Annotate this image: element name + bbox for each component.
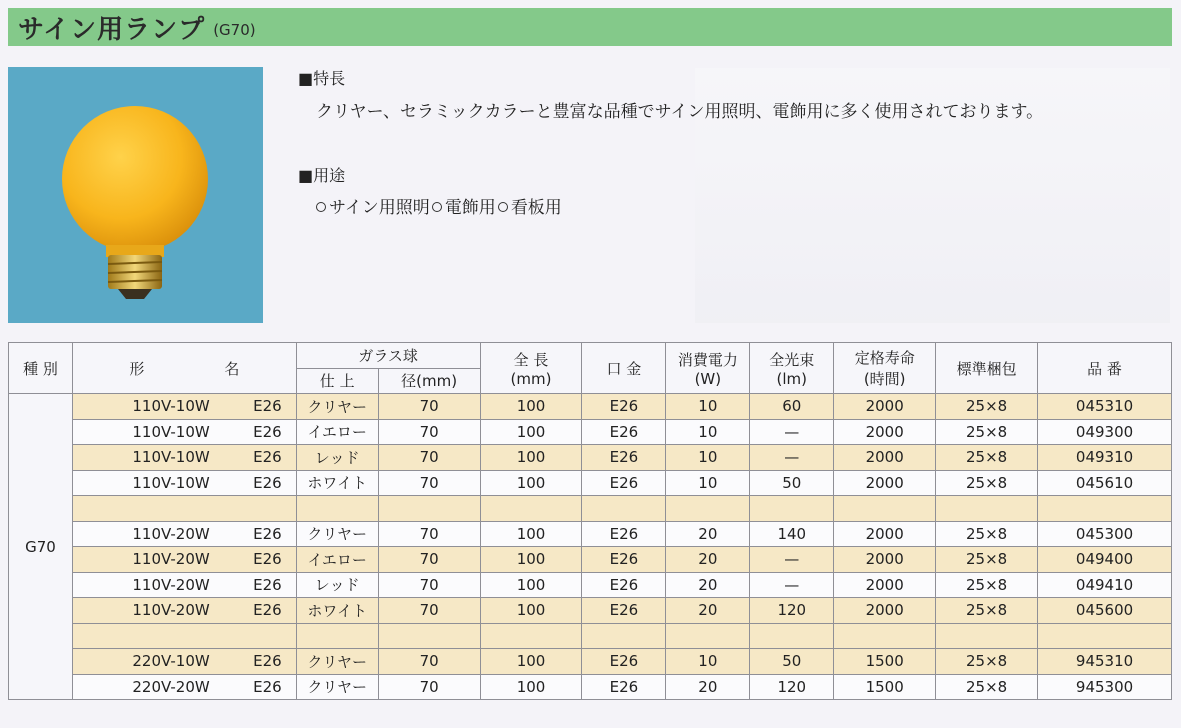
base-cell: E26 <box>582 547 666 573</box>
power-cell: 10 <box>666 649 750 675</box>
spacer-cell <box>378 623 480 649</box>
model-base-tag: E26 <box>253 575 282 594</box>
pack-cell: 25×8 <box>936 394 1038 420</box>
header-code: 品 番 <box>1038 343 1172 394</box>
table-row <box>9 445 1172 471</box>
finish-cell: クリヤー <box>296 521 378 547</box>
page-subtitle: (G70) <box>213 21 256 39</box>
model-base-tag: E26 <box>253 550 282 569</box>
model-base-tag: E26 <box>253 422 282 441</box>
model-name: 110V-20W <box>132 601 210 620</box>
spacer-row <box>9 623 1172 649</box>
header-diameter: 径(mm) <box>378 368 480 394</box>
spacer-cell <box>936 496 1038 522</box>
spacer-cell <box>750 623 834 649</box>
model-base-tag: E26 <box>253 397 282 416</box>
use-item: 看板用 <box>498 193 562 218</box>
code-cell: 945300 <box>1038 674 1172 700</box>
title-bar <box>8 8 1172 46</box>
pack-cell: 25×8 <box>936 598 1038 624</box>
power-cell: 20 <box>666 598 750 624</box>
header-base: 口 金 <box>582 343 666 394</box>
life-cell: 1500 <box>834 674 936 700</box>
spacer-cell <box>666 623 750 649</box>
header-length: 全 長 (mm) <box>480 343 582 394</box>
flux-cell: 50 <box>750 470 834 496</box>
model-cell <box>72 470 296 496</box>
finish-cell: ホワイト <box>296 598 378 624</box>
pack-cell: 25×8 <box>936 674 1038 700</box>
model-name: 110V-20W <box>132 550 210 569</box>
table-row <box>9 547 1172 573</box>
spacer-cell <box>834 623 936 649</box>
header-glass: ガラス球 <box>296 343 480 369</box>
spacer-cell <box>1038 496 1172 522</box>
life-cell: 2000 <box>834 547 936 573</box>
power-cell: 20 <box>666 572 750 598</box>
diameter-cell: 70 <box>378 572 480 598</box>
model-name: 220V-10W <box>132 652 210 671</box>
spacer-row <box>9 496 1172 522</box>
base-cell: E26 <box>582 419 666 445</box>
model-cell <box>72 572 296 598</box>
length-cell: 100 <box>480 470 582 496</box>
spacer-cell <box>378 496 480 522</box>
model-name: 220V-20W <box>132 677 210 696</box>
header-pack: 標準梱包 <box>936 343 1038 394</box>
base-cell: E26 <box>582 521 666 547</box>
model-name: 110V-10W <box>132 448 210 467</box>
power-cell: 10 <box>666 470 750 496</box>
model-name: 110V-10W <box>132 397 210 416</box>
table-row <box>9 572 1172 598</box>
finish-cell: クリヤー <box>296 649 378 675</box>
table-body <box>9 394 1172 700</box>
power-cell: 20 <box>666 521 750 547</box>
flux-cell: — <box>750 572 834 598</box>
model-cell <box>72 445 296 471</box>
diameter-cell: 70 <box>378 674 480 700</box>
spacer-cell <box>72 496 296 522</box>
diameter-cell: 70 <box>378 445 480 471</box>
length-cell: 100 <box>480 547 582 573</box>
code-cell: 945310 <box>1038 649 1172 675</box>
features-heading: ■特長 <box>298 69 346 88</box>
features-text: クリヤー、セラミックカラーと豊富な品種でサイン用照明、電飾用に多く使用されております。 <box>316 102 1044 122</box>
pack-cell: 25×8 <box>936 445 1038 471</box>
model-cell <box>72 521 296 547</box>
diameter-cell: 70 <box>378 547 480 573</box>
code-cell: 045310 <box>1038 394 1172 420</box>
spacer-cell <box>936 623 1038 649</box>
length-cell: 100 <box>480 649 582 675</box>
spec-table <box>8 342 1172 700</box>
power-cell: 10 <box>666 419 750 445</box>
circle-icon <box>316 202 326 212</box>
diameter-cell: 70 <box>378 394 480 420</box>
base-cell: E26 <box>582 470 666 496</box>
model-cell <box>72 419 296 445</box>
spacer-cell <box>72 623 296 649</box>
circle-icon <box>498 202 508 212</box>
page-title: サイン用ランプ <box>18 14 206 45</box>
code-cell: 049300 <box>1038 419 1172 445</box>
code-cell: 045600 <box>1038 598 1172 624</box>
length-cell: 100 <box>480 572 582 598</box>
pack-cell: 25×8 <box>936 547 1038 573</box>
base-cell: E26 <box>582 394 666 420</box>
power-cell: 20 <box>666 674 750 700</box>
model-base-tag: E26 <box>253 524 282 543</box>
base-cell: E26 <box>582 598 666 624</box>
spacer-cell <box>480 623 582 649</box>
spacer-cell <box>1038 623 1172 649</box>
model-base-tag: E26 <box>253 652 282 671</box>
finish-cell: レッド <box>296 445 378 471</box>
base-cell: E26 <box>582 674 666 700</box>
life-cell: 2000 <box>834 445 936 471</box>
length-cell: 100 <box>480 598 582 624</box>
pack-cell: 25×8 <box>936 649 1038 675</box>
use-item: サイン用照明 <box>316 193 430 218</box>
model-cell <box>72 598 296 624</box>
header-model: 形 名 <box>72 343 296 394</box>
table-row <box>9 394 1172 420</box>
diameter-cell: 70 <box>378 419 480 445</box>
power-cell: 10 <box>666 445 750 471</box>
pack-cell: 25×8 <box>936 521 1038 547</box>
life-cell: 2000 <box>834 394 936 420</box>
model-name: 110V-20W <box>132 575 210 594</box>
model-base-tag: E26 <box>253 473 282 492</box>
model-cell <box>72 394 296 420</box>
model-base-tag: E26 <box>253 448 282 467</box>
model-cell <box>72 674 296 700</box>
product-photo <box>8 67 263 323</box>
pack-cell: 25×8 <box>936 572 1038 598</box>
code-cell: 049410 <box>1038 572 1172 598</box>
flux-cell: 120 <box>750 598 834 624</box>
model-name: 110V-20W <box>132 524 210 543</box>
base-cell: E26 <box>582 572 666 598</box>
finish-cell: レッド <box>296 572 378 598</box>
life-cell: 2000 <box>834 419 936 445</box>
length-cell: 100 <box>480 394 582 420</box>
spacer-cell <box>666 496 750 522</box>
code-cell: 045300 <box>1038 521 1172 547</box>
use-item: 電飾用 <box>432 193 496 218</box>
table-row <box>9 649 1172 675</box>
flux-cell: 60 <box>750 394 834 420</box>
model-cell <box>72 547 296 573</box>
flux-cell: — <box>750 445 834 471</box>
table-row <box>9 521 1172 547</box>
spacer-cell <box>582 623 666 649</box>
diameter-cell: 70 <box>378 521 480 547</box>
power-cell: 10 <box>666 394 750 420</box>
diameter-cell: 70 <box>378 649 480 675</box>
table-row <box>9 470 1172 496</box>
header-flux: 全光束 (lm) <box>750 343 834 394</box>
code-cell: 045610 <box>1038 470 1172 496</box>
table-row <box>9 419 1172 445</box>
spacer-cell <box>750 496 834 522</box>
length-cell: 100 <box>480 419 582 445</box>
table-row <box>9 674 1172 700</box>
flux-cell: — <box>750 419 834 445</box>
model-cell <box>72 649 296 675</box>
diameter-cell: 70 <box>378 470 480 496</box>
code-cell: 049400 <box>1038 547 1172 573</box>
life-cell: 2000 <box>834 598 936 624</box>
flux-cell: — <box>750 547 834 573</box>
life-cell: 1500 <box>834 649 936 675</box>
flux-cell: 50 <box>750 649 834 675</box>
header-life: 定格寿命 (時間) <box>834 343 936 394</box>
length-cell: 100 <box>480 674 582 700</box>
bulb-image <box>8 67 263 323</box>
life-cell: 2000 <box>834 572 936 598</box>
diameter-cell: 70 <box>378 598 480 624</box>
circle-icon <box>432 202 442 212</box>
life-cell: 2000 <box>834 470 936 496</box>
life-cell: 2000 <box>834 521 936 547</box>
length-cell: 100 <box>480 521 582 547</box>
flux-cell: 120 <box>750 674 834 700</box>
spacer-cell <box>296 623 378 649</box>
spacer-cell <box>582 496 666 522</box>
finish-cell: クリヤー <box>296 674 378 700</box>
uses-list <box>316 193 562 218</box>
base-cell: E26 <box>582 649 666 675</box>
pack-cell: 25×8 <box>936 470 1038 496</box>
header-finish: 仕 上 <box>296 368 378 394</box>
finish-cell: イエロー <box>296 547 378 573</box>
uses-heading: ■用途 <box>298 166 346 185</box>
code-cell: 049310 <box>1038 445 1172 471</box>
power-cell: 20 <box>666 547 750 573</box>
table-row <box>9 598 1172 624</box>
kind-cell: G70 <box>9 394 73 700</box>
length-cell: 100 <box>480 445 582 471</box>
finish-cell: ホワイト <box>296 470 378 496</box>
model-name: 110V-10W <box>132 422 210 441</box>
flux-cell: 140 <box>750 521 834 547</box>
base-cell: E26 <box>582 445 666 471</box>
spacer-cell <box>834 496 936 522</box>
spacer-cell <box>480 496 582 522</box>
pack-cell: 25×8 <box>936 419 1038 445</box>
model-base-tag: E26 <box>253 677 282 696</box>
model-base-tag: E26 <box>253 601 282 620</box>
finish-cell: イエロー <box>296 419 378 445</box>
header-kind: 種 別 <box>9 343 73 394</box>
spacer-cell <box>296 496 378 522</box>
finish-cell: クリヤー <box>296 394 378 420</box>
model-name: 110V-10W <box>132 473 210 492</box>
header-power: 消費電力 (W) <box>666 343 750 394</box>
